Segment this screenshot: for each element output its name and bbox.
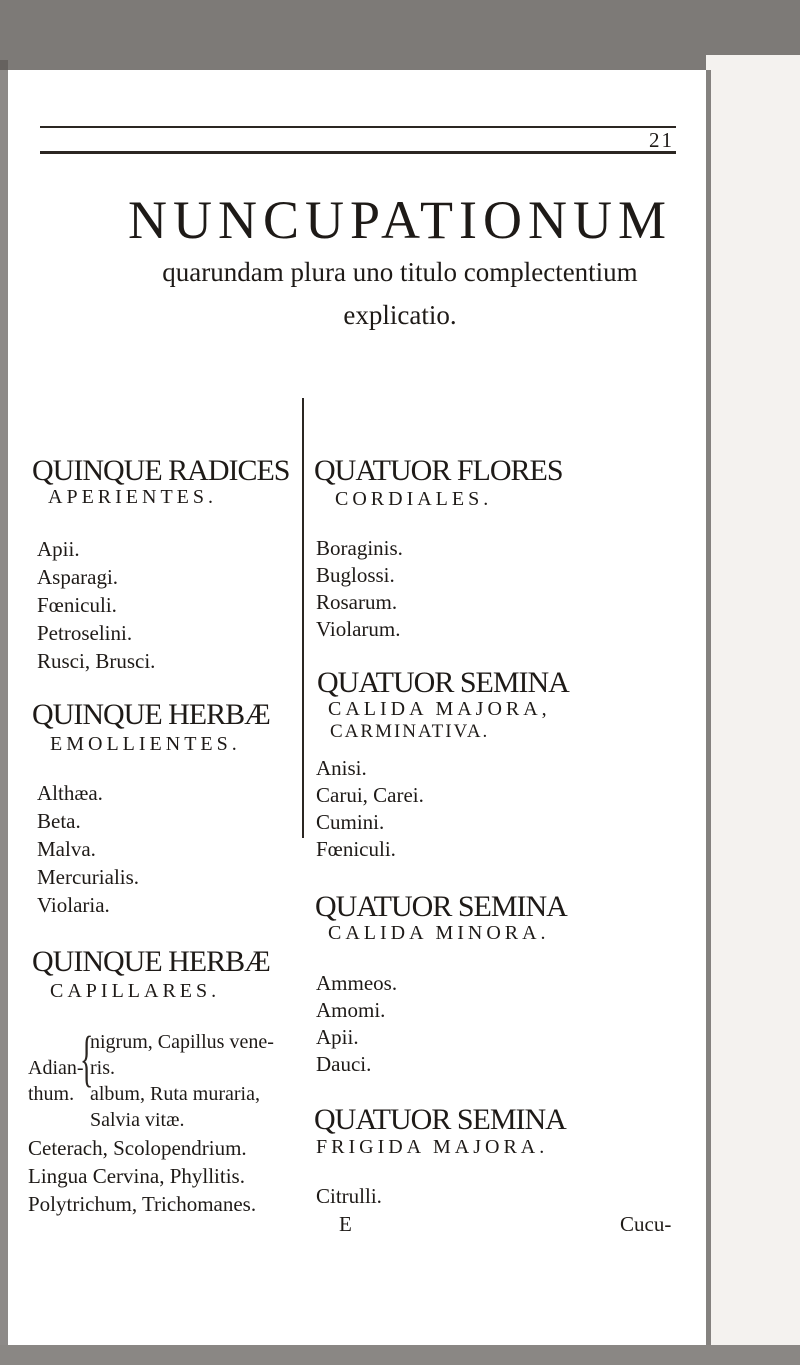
header-rule-bottom	[40, 151, 676, 154]
list-item: Fœniculi.	[37, 593, 117, 617]
adiantum-line-4: Salvia vitæ.	[90, 1109, 185, 1131]
page-title: NUNCUPATIONUM	[127, 190, 673, 250]
list-item: Ceterach, Scolopendrium.	[28, 1136, 247, 1160]
list-item: Asparagi.	[37, 565, 119, 589]
adiantum-line-3: album, Ruta muraria,	[90, 1083, 260, 1105]
subtitle-line-1: quarundam plura uno titulo complectentium	[162, 257, 638, 287]
page-number: 21	[649, 128, 674, 152]
list-item: Ammeos.	[316, 971, 398, 995]
section-heading: QUINQUE RADICES	[32, 454, 290, 487]
section-subheading-2: CARMINATIVA.	[330, 721, 490, 742]
list-item: Althæa.	[37, 781, 103, 805]
signature-mark: E	[339, 1212, 352, 1236]
section-subheading: CALIDA MINORA.	[328, 922, 550, 944]
list-item: Anisi.	[316, 756, 367, 780]
section-subheading: EMOLLIENTES.	[50, 733, 241, 755]
section-heading: QUINQUE HERBÆ	[32, 698, 270, 731]
list-item: Buglossi.	[316, 563, 395, 587]
list-item: Dauci.	[316, 1052, 372, 1076]
scan-shadow-left	[0, 60, 8, 1365]
list-item: Rusci, Brusci.	[37, 649, 156, 673]
list-item: Beta.	[37, 809, 81, 833]
section-heading: QUINQUE HERBÆ	[32, 945, 270, 978]
scan-page-edge-right	[706, 55, 800, 1365]
brace-glyph: {	[80, 1025, 94, 1093]
section-heading: QUATUOR SEMINA	[314, 1103, 566, 1136]
list-item: Violarum.	[316, 617, 401, 641]
section-subheading: APERIENTES.	[48, 486, 217, 508]
list-item: Violaria.	[37, 893, 110, 917]
list-item: Polytrichum, Trichomanes.	[28, 1192, 257, 1216]
column-divider	[302, 398, 304, 838]
list-item: Fœniculi.	[316, 837, 396, 861]
section-subheading: CALIDA MAJORA,	[328, 698, 551, 720]
scan-shadow-bottom	[0, 1345, 800, 1365]
section-heading: QUATUOR SEMINA	[317, 666, 569, 699]
subtitle-line-2: explicatio.	[343, 300, 457, 330]
header-rule-top	[40, 126, 676, 128]
list-item: Rosarum.	[316, 590, 398, 614]
list-item: Mercurialis.	[37, 865, 140, 889]
adiantum-lead-2: thum.	[28, 1083, 75, 1105]
section-subheading: CORDIALES.	[335, 488, 493, 510]
list-item: Petroselini.	[37, 621, 133, 645]
scan-shadow-top	[0, 0, 800, 70]
adiantum-lead: Adian-	[28, 1057, 84, 1079]
list-item: Amomi.	[316, 998, 386, 1022]
section-subheading: CAPILLARES.	[50, 980, 221, 1002]
list-item: Boraginis.	[316, 536, 403, 560]
adiantum-line-2: ris.	[90, 1057, 115, 1079]
list-item: Apii.	[316, 1025, 359, 1049]
list-item: Malva.	[37, 837, 96, 861]
section-subheading: FRIGIDA MAJORA.	[316, 1136, 549, 1158]
catchword: Cucu-	[620, 1212, 672, 1236]
adiantum-line-1: nigrum, Capillus vene-	[90, 1031, 274, 1053]
section-heading: QUATUOR SEMINA	[315, 890, 567, 923]
list-item: Cumini.	[316, 810, 385, 834]
list-item: Apii.	[37, 537, 80, 561]
list-item: Lingua Cervina, Phyllitis.	[28, 1164, 245, 1188]
list-item: Carui, Carei.	[316, 783, 424, 807]
section-heading: QUATUOR FLORES	[314, 454, 563, 487]
list-item: Citrulli.	[316, 1184, 382, 1208]
